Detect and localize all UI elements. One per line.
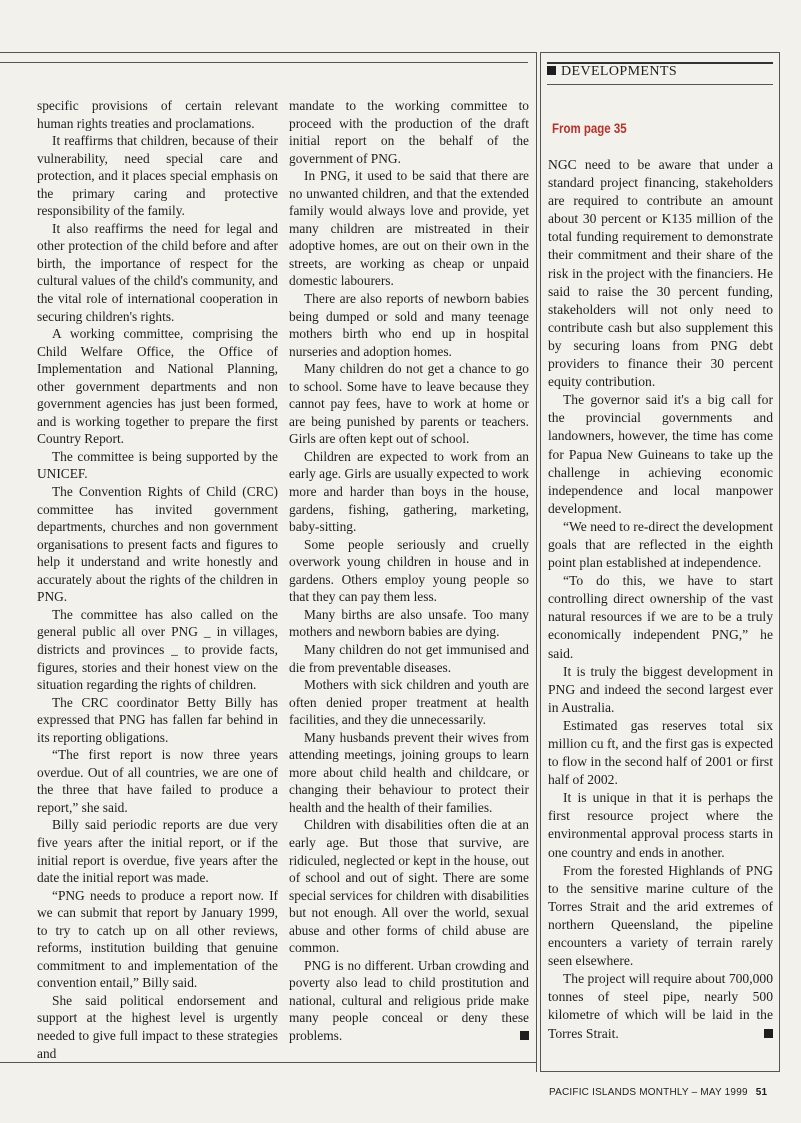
paragraph: It reaffirms that children, because of their vulnerability, need special care and protection, and it places special emphasis on the primary caring and protective responsibility of the family.	[37, 133, 278, 219]
paragraph: Many children do not get a chance to go to school. Some have to leave because they cannot pay fees, have to work at home or are being punished by parents or teachers. Girls are often kept out of school.	[289, 361, 529, 447]
paragraph: In PNG, it used to be said that there are no unwanted children, and that the extended family would always love and provide, yet many children are mistreated in their adoptive homes, are out on their own in the streets, are working as cheap or unpaid domestic labourers.	[289, 168, 529, 289]
paragraph: Mothers with sick children and youth are often denied proper treatment at health facilities, and they die unnecessarily.	[289, 677, 529, 728]
paragraph: “We need to re-direct the development goals that are reflected in the eighth point plan established at independence.	[548, 518, 773, 571]
paragraph: “To do this, we have to start controlling direct ownership of the vast natural resources if we are to be a truly economically independent PNG,” he said.	[548, 573, 773, 661]
paragraph: Children with disabilities often die at an early age. But those that survive, are ridiculed, neglected or kept in the house, out of school and out of sight. There are some special services for children with disabilities but not enough. All over the world, sexual abuse and other forms of child abuse are common.	[289, 817, 529, 956]
paragraph: From the forested Highlands of PNG to the sensitive marine culture of the Torres Strait and the arid extremes of northern Queensland, the pipeline encounters a variety of terrain rarely seen elsewhere.	[548, 862, 773, 969]
paragraph: NGC need to be aware that under a standard project financing, stakeholders are required to contribute an amount about 30 percent or K135 million of the total funding requirement to demonstrate their commitment and their share of the risk in the project with the financiers. He said to raise the 30 percent funding, stakeholders will not only need to contribute cash but also supplement this by securing loans from PNG debt providers to finance their 30 percent equity contribution.	[548, 157, 773, 390]
paragraph: Many husbands prevent their wives from attending meetings, joining groups to learn more about child health and childcare, or changing their behaviour to protect their health and the health of their families.	[289, 729, 529, 815]
paragraph: She said political endorsement and support at the highest level is urgently needed to give full impact to these strategies and	[37, 992, 278, 1061]
paragraph: The committee is being supported by the UNICEF.	[37, 448, 278, 482]
paragraph: It is truly the biggest development in PNG and indeed the second largest ever in Australia.	[548, 663, 773, 715]
article-right-column	[548, 156, 773, 1043]
paragraph: It is unique in that it is perhaps the first resource project where the environmental approval process starts in one country and ends in another.	[548, 790, 773, 860]
square-bullet-icon	[547, 66, 556, 75]
paragraph: The CRC coordinator Betty Billy has expressed that PNG has fallen far behind in its reporting obligations.	[37, 694, 278, 745]
paragraph: A working committee, comprising the Child Welfare Office, the Office of Implementation and National Planning, other government departments and non government agencies has just been formed, and is working together to prepare the first Country Report.	[37, 326, 278, 447]
paragraph: mandate to the working committee to proceed with the production of the draft initial report on the behalf of the government of PNG.	[289, 98, 529, 166]
page-number: 51	[755, 1087, 768, 1098]
paragraph-last	[289, 957, 529, 1045]
end-of-article-icon	[520, 1031, 529, 1040]
bottom-rule-left	[0, 1062, 536, 1063]
paragraph: “The first report is now three years overdue. Out of all countries, we are one of the three that have failed to produce a report,” she said.	[37, 747, 278, 815]
paragraph: specific provisions of certain relevant human rights treaties and proclamations.	[37, 98, 278, 131]
paragraph: There are also reports of newborn babies being dumped or sold and many teenage mothers birth who end up in hospital nurseries and adoption homes.	[289, 291, 529, 359]
box-right-edge	[779, 52, 780, 1072]
divider-right	[540, 52, 541, 1072]
continued-from-label: From page 35	[552, 120, 627, 136]
paragraph-text: The project will require about 700,000 tonnes of steel pipe, nearly 500 kilometre of which will be laid in the Torres Strait.	[548, 971, 773, 1041]
paragraph: Billy said periodic reports are due very five years after the initial report, or if the initial report is overdue, five years after the date the initial report was made.	[37, 817, 278, 886]
top-rule-left-inner	[0, 62, 528, 63]
article-left-column	[37, 97, 278, 1062]
paragraph: The governor said it's a big call for the provincial governments and landowners, however, the time has come for Papua New Guineans to take up the challenge in achieving economic independence and local manpower development.	[548, 392, 773, 516]
end-of-article-icon	[764, 1029, 773, 1038]
section-label	[547, 64, 677, 80]
top-rule-left	[0, 52, 536, 53]
paragraph: Children are expected to work from an early age. Girls are usually expected to work more and harder than boys in the house, gardens, fishing, gathering, marketing, baby-sitting.	[289, 448, 529, 535]
paragraph: Many children do not get immunised and die from preventable diseases.	[289, 641, 529, 675]
paragraph-text: PNG is no different. Urban crowding and poverty also lead to child prostitution and national, cultural and religious pride make many people conceal or deny these problems.	[289, 957, 529, 1043]
page-footer	[549, 1087, 767, 1098]
section-underline	[547, 84, 773, 85]
bottom-rule-right	[540, 1071, 780, 1072]
divider-left	[536, 52, 537, 1072]
top-rule-right	[540, 52, 780, 53]
paragraph: Estimated gas reserves total six million cu ft, and the first gas is expected to flow in the second half of 2001 or first half of 2002.	[548, 717, 773, 788]
paragraph-last	[548, 970, 773, 1042]
paragraph: Many births are also unsafe. Too many mothers and newborn babies are dying.	[289, 606, 529, 640]
section-label-text: DEVELOPMENTS	[561, 64, 678, 79]
article-middle-column	[289, 97, 529, 1045]
paragraph: “PNG needs to produce a report now. If we can submit that report by January 1999, to try to catch up on all other reviews, reforms, institution building that genuine commitment to and implementation of the convention entail,” Billy said.	[37, 887, 278, 991]
paragraph: The Convention Rights of Child (CRC) committee has invited government departments, churches and non government organisations to present facts and figures to help it understand and write honestly and accurately about the rights of the children in PNG.	[37, 484, 278, 605]
publication-info: PACIFIC ISLANDS MONTHLY – MAY 1999	[549, 1087, 748, 1098]
paragraph: Some people seriously and cruelly overwork young children in house and in gardens. Others employ young people so that they can pay them less.	[289, 536, 529, 605]
paragraph: It also reaffirms the need for legal and other protection of the child before and after birth, the importance of respect for the cultural values of the child's community, and the vital role of international cooperation in securing children's rights.	[37, 220, 278, 324]
paragraph: The committee has also called on the general public all over PNG _ in villages, districts and provinces _ to provide facts, figures, stories and their honest view on the situation regarding the rights of children.	[37, 606, 278, 693]
